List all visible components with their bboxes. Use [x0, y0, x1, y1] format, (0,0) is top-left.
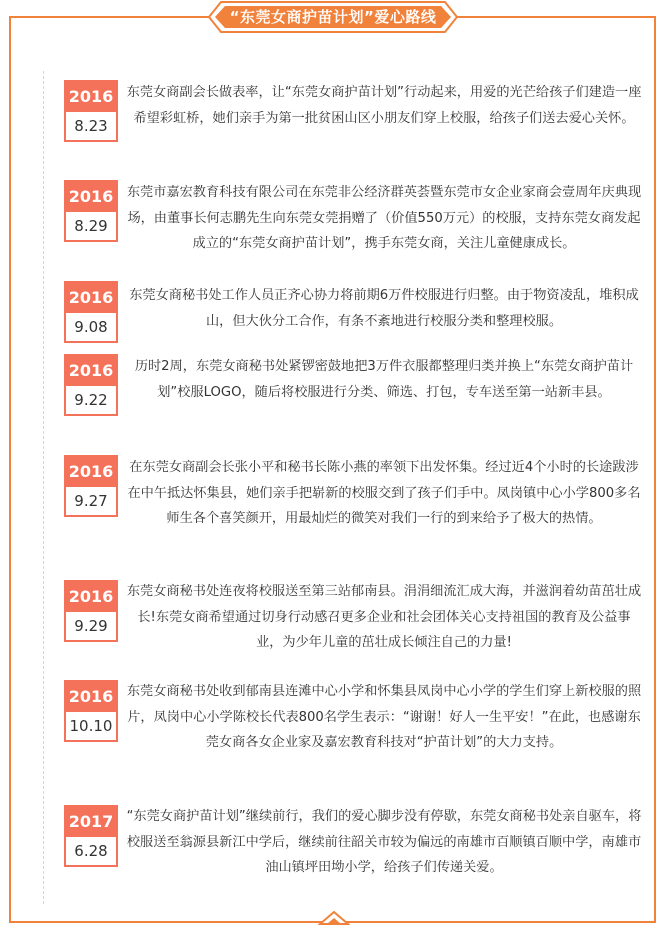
- date-badge: [64, 455, 118, 517]
- page-title: “东莞女商护苗计划”爱心路线: [229, 8, 437, 26]
- badge-date: 9.08: [74, 318, 108, 336]
- badge-date: 9.22: [74, 391, 108, 409]
- bottom-arrow-icon: [318, 911, 350, 925]
- entry-text: “东莞女商护苗计划”继续前行，我们的爱心脚步没有停歇，东莞女商秘书处亲自驱车，将校服送至翁源县新江中学后，继续前往韶关市较为偏远的南雄市百顺镇百顺中学，南雄市油山镇坪田坳小学，给孩子们传递关爱。: [126, 809, 642, 875]
- entry-text: 东莞市嘉宏教育科技有限公司在东莞非公经济群英荟暨东莞市女企业家商会壹周年庆典现场，由董事长何志鹏先生向东莞女莞捐赠了（价值550万元）的校服，支持东莞女商发起成立的“东莞女商护苗计划”，携手东莞女商，关注儿童健康成长。: [126, 185, 642, 251]
- timeline-line: [43, 71, 44, 904]
- entry-text: 东莞女商副会长做表率，让“东莞女商护苗计划”行动起来，用爱的光芒给孩子们建造一座希望彩虹桥，她们亲手为第一批贫困山区小朋友们穿上校服，给孩子们送去爱心关怀。: [126, 85, 642, 126]
- badge-year: 2016: [66, 283, 116, 313]
- date-badge: [64, 80, 118, 142]
- title-banner: [205, 0, 461, 34]
- badge-year: 2016: [66, 582, 116, 612]
- badge-year: 2016: [66, 82, 116, 112]
- entry-text: 历时2周，东莞女商秘书处紧锣密鼓地把3万件衣服都整理归类并换上“东莞女商护苗计划”校服LOGO，随后将校服进行分类、筛选、打包，专车送至第一站新丰县。: [134, 359, 634, 400]
- badge-year: 2016: [66, 682, 116, 712]
- badge-year: 2016: [66, 182, 116, 212]
- date-badge: [64, 281, 118, 343]
- badge-date: 9.29: [74, 617, 108, 635]
- entry-text: 东莞女商秘书处工作人员正齐心协力将前期6万件校服进行归整。由于物资凌乱，堆积成山，但大伙分工合作，有条不紊地进行校服分类和整理校服。: [129, 288, 639, 329]
- badge-date: 8.23: [74, 117, 108, 135]
- badge-date: 10.10: [69, 717, 113, 735]
- entry-text: 东莞女商秘书处连夜将校服送至第三站郁南县。涓涓细流汇成大海，并滋润着幼苗茁壮成长!东莞女商希望通过切身行动感召更多企业和社会团体关心支持祖国的教育及公益事业，为少年儿童的茁壮成长倾注自己的力量!: [126, 584, 642, 650]
- entry-text: 东莞女商秘书处收到郁南县连滩中心小学和怀集县凤岗中心小学的学生们穿上新校服的照片，凤岗中心小学陈校长代表800名学生表示：“谢谢！好人一生平安！”在此，也感谢东莞女商各女企业家及嘉宏教育科技对“护苗计划”的大力支持。: [126, 684, 642, 750]
- date-badge: [64, 805, 118, 867]
- badge-date: 9.27: [74, 492, 108, 510]
- badge-year: 2016: [66, 356, 116, 386]
- date-badge: [64, 180, 118, 242]
- badge-year: 2016: [66, 457, 116, 487]
- badge-date: 6.28: [74, 842, 108, 860]
- date-badge: [64, 580, 118, 642]
- date-badge: [64, 354, 118, 416]
- date-badge: [64, 680, 118, 742]
- badge-date: 8.29: [74, 217, 108, 235]
- badge-year: 2017: [66, 807, 116, 837]
- entry-text: 在东莞女商副会长张小平和秘书长陈小燕的率领下出发怀集。经过近4个小时的长途跋涉在中午抵达怀集县，她们亲手把崭新的校服交到了孩子们手中。凤岗镇中心小学800多名师生各个喜笑颜开，用最灿烂的微笑对我们一行的到来给予了极大的热情。: [127, 460, 641, 526]
